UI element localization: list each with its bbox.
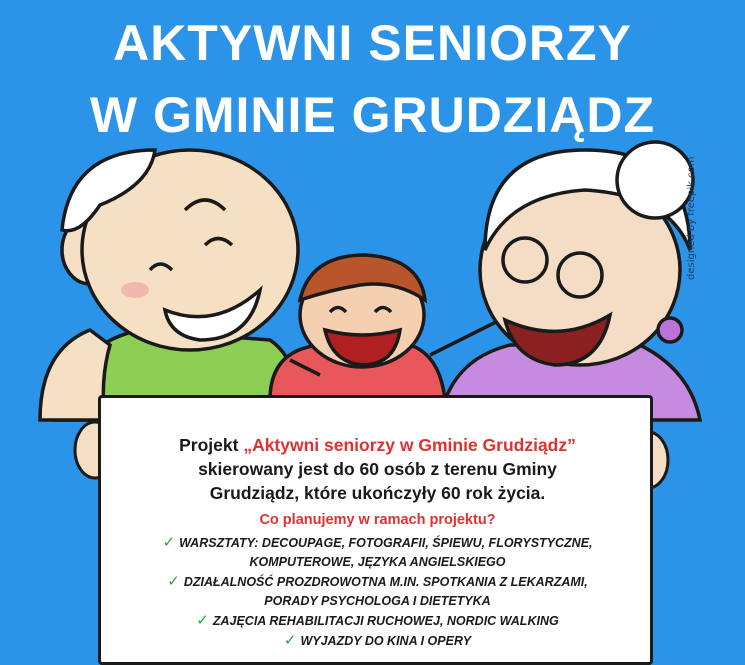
title-line-2: W GMINIE GRUDZIĄDZ [89,87,656,143]
check-icon: ✓ [162,534,176,551]
project-name: „Aktywni seniorzy w Gminie Grudziądz” [243,435,576,455]
list-item-continuation [100,592,655,611]
list-item [100,611,655,631]
list-item [100,533,655,553]
grandma-earring [658,318,682,342]
activity-list [100,533,655,651]
grandma-figure [440,142,700,420]
list-item-continuation [100,553,655,572]
freepik-credit: designed by freepik.com [686,156,697,280]
check-icon: ✓ [167,573,180,590]
list-item-line: KOMPUTEROWE, JĘZYKA ANGIELSKIEGO [249,555,506,569]
list-item-line: WARSZTATY: DECOUPAGE, FOTOGRAFII, ŚPIEWU, FLORYSTYCZNE, [179,536,593,550]
grandma-bun [617,142,693,218]
list-item-line: WYJAZDY DO KINA I OPERY [300,634,472,648]
question-heading: Co planujemy w ramach projektu? [259,512,496,528]
grandpa-cheek [121,282,149,298]
check-icon: ✓ [196,612,209,629]
list-item [100,572,655,592]
grandpa-figure [40,150,300,420]
list-item-line: PORADY PSYCHOLOGA I DIETETYKA [264,594,491,608]
list-item-line: ZAJĘCIA REHABILITACJI RUCHOWEJ, NORDIC WALKING [212,614,559,628]
child-arm-right [430,320,500,355]
intro-text [100,433,655,505]
list-item-line: DZIAŁALNOŚĆ PROZDROWOTNA M.IN. SPOTKANIA Z LEKARZAMI, [183,575,588,589]
list-item [100,631,655,651]
title-line-1: AKTYWNI SENIORZY [113,15,632,71]
intro-line-3: Grudziądz, które ukończyły 60 rok życia. [209,483,546,503]
check-icon: ✓ [283,632,297,649]
intro-line-2: skierowany jest do 60 osób z terenu Gminy [198,459,557,479]
intro-prefix: Projekt [179,435,244,455]
